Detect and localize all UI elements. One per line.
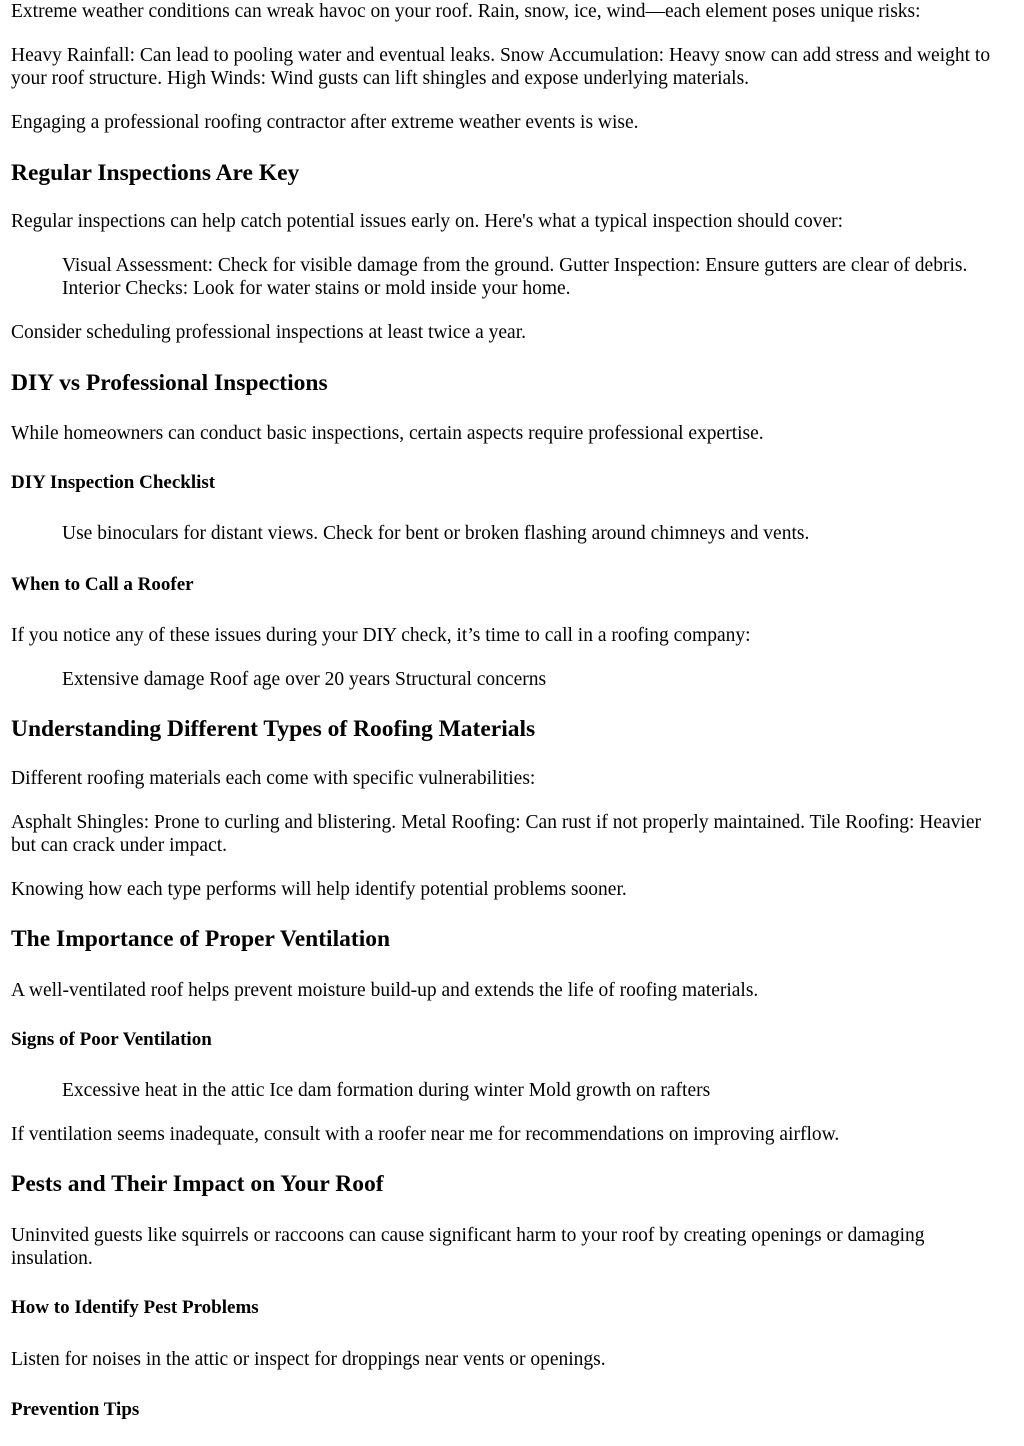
heading-proper-ventilation: The Importance of Proper Ventilation	[11, 926, 391, 952]
paragraph-materials-knowing: Knowing how each type performs will help identify potential problems sooner.	[11, 879, 627, 900]
heading-diy-vs-professional: DIY vs Professional Inspections	[11, 370, 328, 396]
quote-call-roofer-issues: Extensive damage Roof age over 20 years Structural concerns	[62, 669, 547, 690]
heading-regular-inspections: Regular Inspections Are Key	[11, 160, 300, 186]
quote-diy-checklist: Use binoculars for distant views. Check for bent or broken flashing around chimneys and vents.	[62, 523, 810, 544]
paragraph-identify-pests: Listen for noises in the attic or inspect for droppings near vents or openings.	[11, 1349, 606, 1370]
paragraph-schedule-inspections: Consider scheduling professional inspections at least twice a year.	[11, 322, 526, 343]
heading-pests: Pests and Their Impact on Your Roof	[11, 1171, 384, 1197]
paragraph-contractor-advice: Engaging a professional roofing contractor after extreme weather events is wise.	[11, 112, 639, 133]
paragraph-pests-intro: Uninvited guests like squirrels or raccoons can cause significant harm to your roof by creating openings or damaging insulation.	[11, 1225, 925, 1269]
paragraph-homeowner-inspections: While homeowners can conduct basic inspections, certain aspects require professional expertise.	[11, 423, 764, 444]
paragraph-weather-risks: Heavy Rainfall: Can lead to pooling water and eventual leaks. Snow Accumulation: Heavy snow can add stress and weight to your roof structure. High Winds: Wind gusts can lift shingles and expose underlying materials.	[11, 45, 991, 89]
heading-prevention-tips: Prevention Tips	[11, 1399, 140, 1420]
paragraph-materials-intro: Different roofing materials each come with specific vulnerabilities:	[11, 768, 536, 789]
paragraph-call-roofer: If you notice any of these issues during your DIY check, it’s time to call in a roofing company:	[11, 625, 751, 646]
heading-when-to-call-roofer: When to Call a Roofer	[11, 574, 194, 595]
heading-roofing-materials: Understanding Different Types of Roofing Materials	[11, 716, 536, 742]
paragraph-materials-list: Asphalt Shingles: Prone to curling and blistering. Metal Roofing: Can rust if not properly maintained. Tile Roofing: Heavier but can crack under impact.	[11, 812, 982, 856]
paragraph-inspection-intro: Regular inspections can help catch potential issues early on. Here's what a typical inspection should cover:	[11, 211, 844, 232]
paragraph-weather-intro: Extreme weather conditions can wreak havoc on your roof. Rain, snow, ice, wind—each element poses unique risks:	[11, 1, 921, 22]
paragraph-ventilation-advice: If ventilation seems inadequate, consult with a roofer near me for recommendations on improving airflow.	[11, 1124, 840, 1145]
quote-inspection-items: Visual Assessment: Check for visible damage from the ground. Gutter Inspection: Ensure gutters are clear of debris. Interior Checks: Look for water stains or mold inside your home.	[62, 255, 968, 299]
quote-poor-ventilation-signs: Excessive heat in the attic Ice dam formation during winter Mold growth on rafters	[62, 1080, 711, 1101]
heading-diy-checklist: DIY Inspection Checklist	[11, 472, 216, 493]
paragraph-ventilation-intro: A well-ventilated roof helps prevent moisture build-up and extends the life of roofing materials.	[11, 980, 759, 1001]
heading-identify-pests: How to Identify Pest Problems	[11, 1297, 259, 1318]
heading-poor-ventilation: Signs of Poor Ventilation	[11, 1029, 212, 1050]
